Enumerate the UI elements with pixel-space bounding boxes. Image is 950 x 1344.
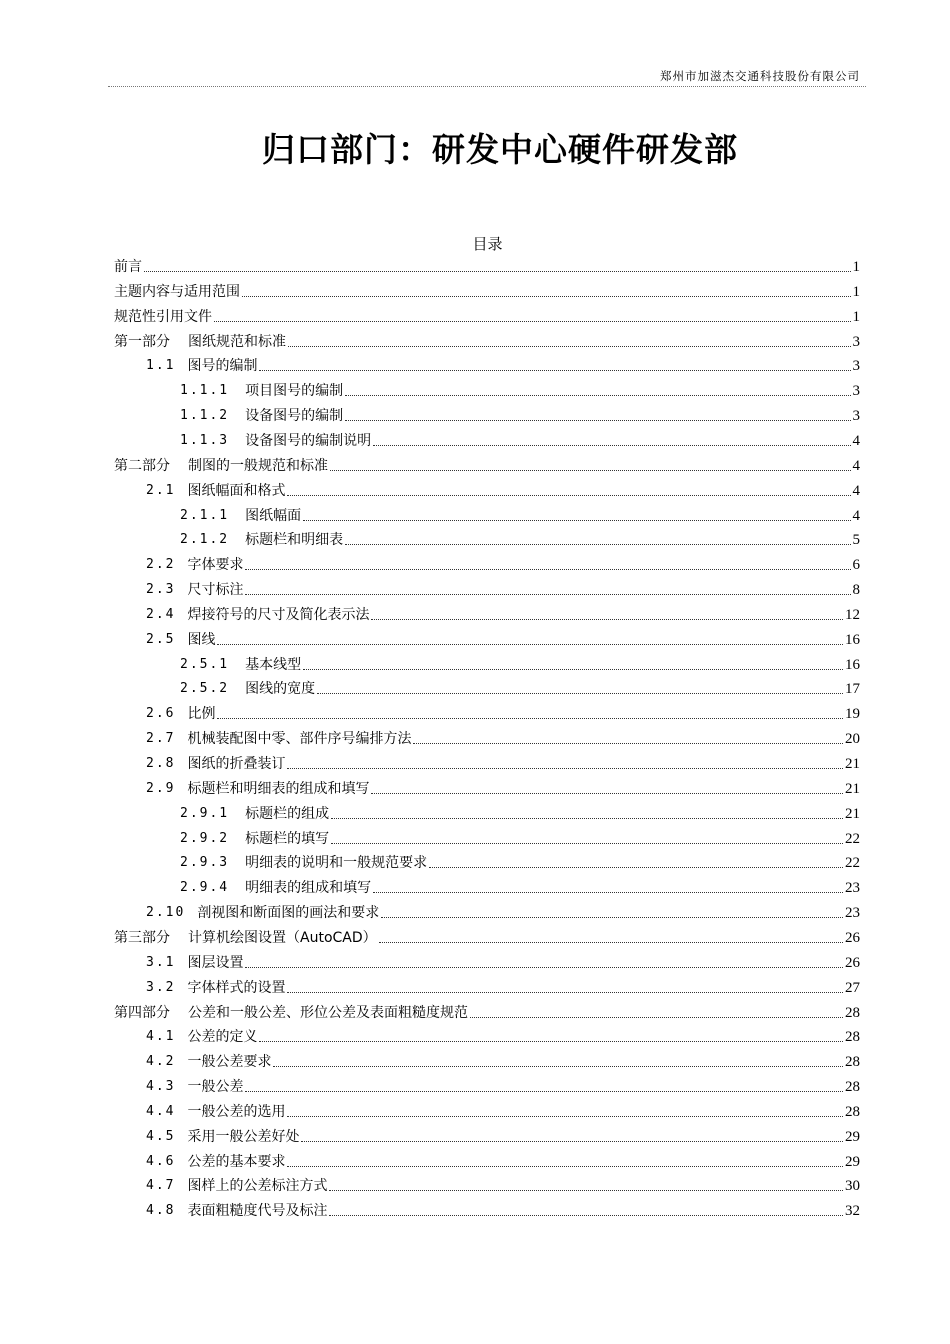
toc-entry-page: 4 (852, 432, 860, 449)
toc-entry[interactable] (146, 480, 860, 502)
toc-entry-page: 3 (852, 358, 860, 375)
toc-entry-label: 设备图号的编制说明 (245, 432, 372, 449)
toc-entry-page: 3 (852, 408, 860, 425)
toc-entry-page: 28 (845, 1054, 860, 1071)
toc-entry-label: 设备图号的编制 (245, 408, 344, 425)
toc-entry-number: 2.9.1 (180, 805, 230, 821)
toc-dot-leader (345, 395, 850, 396)
toc-dot-leader (345, 544, 850, 545)
toc-entry-number: 4.7 (146, 1178, 176, 1194)
toc-entry-label: 尺寸标注 (187, 582, 244, 599)
toc-entry-label: 图纸幅面 (245, 507, 302, 524)
toc-entry-page: 4 (852, 507, 860, 524)
toc-dot-leader (303, 669, 843, 670)
toc-entry[interactable] (114, 306, 860, 328)
toc-entry-page: 16 (845, 631, 860, 648)
toc-entry-label: 前言 (114, 259, 142, 275)
toc-entry-page: 22 (845, 830, 860, 847)
toc-entry[interactable] (180, 877, 860, 899)
toc-entry-number: 2.3 (146, 582, 176, 598)
toc-entry-page: 4 (852, 482, 860, 499)
toc-dot-leader (245, 594, 850, 595)
toc-entry-number: 1.1.1 (180, 383, 230, 399)
toc-entry[interactable] (180, 405, 860, 427)
toc-entry-number: 2.9 (146, 780, 176, 796)
toc-entry-page: 6 (852, 557, 860, 574)
page-header (108, 66, 866, 87)
toc-entry-label: 公差和一般公差、形位公差及表面粗糙度规范 (188, 1004, 468, 1021)
toc-entry-number: 2.9.4 (180, 880, 230, 896)
toc-entry[interactable] (146, 778, 860, 800)
toc-entry-number: 4.2 (146, 1054, 176, 1070)
toc-dot-leader (301, 1141, 843, 1142)
toc-entry[interactable] (180, 828, 860, 850)
toc-entry-label: 图纸幅面和格式 (187, 482, 286, 499)
toc-entry-label: 主题内容与适用范围 (114, 283, 240, 300)
toc-entry-page: 26 (845, 929, 860, 946)
toc-entry-number: 第一部分 (114, 333, 170, 350)
toc-entry-label: 剖视图和断面图的画法和要求 (197, 905, 380, 922)
toc-entry[interactable] (146, 1151, 860, 1173)
toc-dot-leader (287, 992, 843, 993)
toc-entry-label: 公差的基本要求 (187, 1153, 286, 1170)
toc-entry[interactable] (180, 803, 860, 825)
toc-entry[interactable] (146, 629, 860, 651)
toc-dot-leader (287, 768, 843, 769)
toc-entry[interactable] (146, 579, 860, 601)
toc-entry-label: 机械装配图中零、部件序号编排方法 (187, 731, 412, 748)
toc-entry[interactable] (114, 281, 860, 303)
toc-entry-label: 明细表的说明和一般规范要求 (245, 855, 428, 872)
toc-dot-leader (331, 818, 843, 819)
toc-dot-leader (317, 693, 843, 694)
toc-entry-number: 第四部分 (114, 1004, 170, 1021)
toc-entry-number: 1.1 (146, 358, 176, 374)
toc-dot-leader (329, 1215, 843, 1216)
toc-entry-page: 27 (845, 979, 860, 996)
toc-entry-page: 21 (845, 756, 860, 772)
toc-entry[interactable] (146, 1051, 860, 1073)
toc-dot-leader (288, 346, 851, 347)
toc-entry-label: 基本线型 (245, 656, 302, 673)
toc-entry-number: 2.5.1 (180, 656, 230, 672)
toc-entry-page: 3 (852, 383, 860, 400)
toc-entry-label: 图层设置 (187, 954, 244, 971)
toc-entry-label: 一般公差要求 (187, 1054, 272, 1071)
toc-entry-number: 2.7 (146, 731, 176, 747)
toc-entry[interactable] (114, 256, 860, 278)
toc-entry-page: 28 (845, 1029, 860, 1046)
toc-entry[interactable] (146, 1200, 860, 1222)
toc-dot-leader (303, 520, 850, 521)
toc-dot-leader (379, 942, 843, 943)
toc-entry[interactable] (146, 1175, 860, 1197)
toc-entry[interactable] (146, 703, 860, 725)
toc-entry-number: 2.5.2 (180, 681, 230, 697)
document-title: 归口部门：研发中心硬件研发部 (262, 130, 738, 169)
toc-entry-label: 字体样式的设置 (187, 979, 286, 996)
toc-entry-label: 图号的编制 (187, 358, 258, 375)
toc-entry-number: 4.1 (146, 1029, 176, 1045)
toc-entry[interactable] (180, 505, 860, 527)
toc-entry[interactable] (180, 678, 860, 700)
toc-entry-number: 2.5 (146, 631, 176, 647)
toc-dot-leader (413, 743, 843, 744)
toc-entry-label: 项目图号的编制 (245, 383, 344, 400)
toc-dot-leader (330, 470, 851, 471)
toc-entry[interactable] (114, 455, 860, 477)
toc-entry-number: 第三部分 (114, 929, 170, 946)
toc-entry-page: 23 (845, 880, 860, 897)
toc-entry-number: 2.2 (146, 557, 176, 573)
toc-entry-label: 制图的一般规范和标准 (188, 457, 328, 474)
toc-dot-leader (371, 619, 843, 620)
toc-entry[interactable] (180, 430, 860, 452)
toc-entry-number: 2.4 (146, 606, 176, 622)
toc-entry-label: 图纸规范和标准 (188, 333, 286, 350)
toc-entry-page: 19 (845, 706, 860, 723)
toc-entry-label: 一般公差的选用 (187, 1103, 286, 1120)
toc-entry[interactable] (146, 1101, 860, 1123)
toc-entry[interactable] (146, 902, 860, 924)
toc-entry-page: 12 (845, 606, 860, 623)
toc-entry[interactable] (146, 1076, 860, 1098)
toc-entry-number: 1.1.2 (180, 408, 230, 424)
toc-entry[interactable] (146, 952, 860, 974)
toc-entry[interactable] (114, 1002, 860, 1024)
toc-dot-leader (373, 892, 843, 893)
toc-entry-label: 规范性引用文件 (114, 308, 212, 325)
toc-entry-page: 1 (852, 283, 860, 300)
toc-entry-label: 标题栏和明细表的组成和填写 (187, 780, 370, 797)
toc-entry-number: 4.3 (146, 1079, 176, 1095)
toc-entry[interactable] (180, 380, 860, 402)
toc-entry-label: 表面粗糙度代号及标注 (187, 1203, 328, 1220)
toc-entry-page: 29 (845, 1128, 860, 1145)
toc-entry-page: 28 (845, 1079, 860, 1096)
toc-entry-page: 32 (845, 1203, 860, 1220)
toc-entry-label: 图线 (187, 631, 216, 648)
toc-entry[interactable] (114, 331, 860, 353)
toc-dot-leader (273, 1066, 843, 1067)
toc-entry-page: 1 (852, 308, 860, 325)
toc-dot-leader (287, 1116, 843, 1117)
toc-entry-label: 明细表的组成和填写 (245, 880, 372, 897)
toc-entry-label: 标题栏的组成 (245, 805, 330, 822)
toc-entry-label: 字体要求 (187, 557, 244, 574)
toc-entry-number: 4.8 (146, 1203, 176, 1219)
toc-entry-page: 23 (845, 905, 860, 922)
toc-entry-number: 2.1 (146, 482, 176, 498)
toc-entry-number: 1.1.3 (180, 432, 230, 448)
toc-dot-leader (381, 917, 843, 918)
toc-entry-label: 一般公差 (187, 1079, 244, 1096)
toc-entry-page: 28 (845, 1004, 860, 1021)
toc-dot-leader (245, 569, 850, 570)
toc-dot-leader (329, 1190, 843, 1191)
toc-entry-label: 标题栏和明细表 (245, 532, 344, 549)
toc-entry[interactable] (180, 529, 860, 551)
toc-dot-leader (345, 420, 850, 421)
toc-entry-number: 2.9.3 (180, 855, 230, 871)
toc-entry-number: 2.10 (146, 905, 186, 921)
toc-dot-leader (259, 370, 850, 371)
toc-entry-label: 公差的定义 (187, 1029, 258, 1046)
toc-entry-page: 8 (852, 582, 860, 599)
toc-entry-label: 图线的宽度 (245, 681, 316, 698)
toc-entry[interactable] (146, 554, 860, 576)
toc-dot-leader (217, 718, 843, 719)
toc-dot-leader (470, 1017, 843, 1018)
toc-entry-page: 21 (845, 780, 860, 797)
toc-dot-leader (214, 321, 851, 322)
toc-entry-number: 4.5 (146, 1128, 176, 1144)
toc-entry-number: 2.8 (146, 756, 176, 771)
toc-entry[interactable] (180, 852, 860, 874)
toc-dot-leader (245, 967, 843, 968)
toc-entry[interactable] (146, 977, 860, 999)
toc-entry-page: 3 (852, 333, 860, 350)
toc-entry-page: 16 (845, 656, 860, 673)
toc-entry[interactable] (146, 753, 860, 775)
toc-entry-number: 第二部分 (114, 457, 170, 474)
toc-entry-page: 21 (845, 805, 860, 822)
toc-entry-page: 30 (845, 1178, 860, 1195)
toc-entry-number: 2.1.2 (180, 532, 230, 548)
toc-entry-number: 3.2 (146, 979, 176, 995)
toc-dot-leader (371, 793, 843, 794)
toc-entry-number: 4.4 (146, 1103, 176, 1119)
toc-entry-label: 焊接符号的尺寸及简化表示法 (187, 606, 370, 623)
toc-entry-page: 20 (845, 731, 860, 748)
toc-entry-number: 3.1 (146, 954, 176, 970)
toc-entry-page: 26 (845, 954, 860, 971)
toc-entry-label: 标题栏的填写 (245, 830, 330, 847)
toc-entry-page: 22 (845, 855, 860, 872)
toc-dot-leader (242, 296, 851, 297)
toc-dot-leader (429, 867, 843, 868)
toc-entry-page: 29 (845, 1153, 860, 1170)
toc-dot-leader (287, 495, 850, 496)
toc-entry-label: 图样上的公差标注方式 (187, 1178, 328, 1195)
toc-entry-page: 28 (845, 1103, 860, 1120)
toc-entry[interactable] (180, 654, 860, 676)
toc-entry[interactable] (146, 1026, 860, 1048)
toc-entry[interactable] (146, 1126, 860, 1148)
toc-entry[interactable] (114, 927, 860, 949)
toc-entry-label: 计算机绘图设置（AutoCAD） (188, 929, 377, 946)
toc-heading: 目录 (472, 235, 503, 253)
toc-entry-number: 4.6 (146, 1153, 176, 1169)
toc-entry-page: 5 (852, 532, 860, 549)
toc-entry-page: 1 (852, 259, 860, 275)
toc-entry-number: 2.1.1 (180, 507, 230, 523)
toc-entry[interactable] (146, 728, 860, 750)
toc-entry-page: 4 (852, 457, 860, 474)
toc-dot-leader (144, 271, 851, 272)
toc-dot-leader (259, 1041, 843, 1042)
toc-entry-page: 17 (845, 681, 860, 698)
company-name: 郑州市加滋杰交通科技股份有限公司 (660, 69, 860, 83)
toc-entry-number: 2.6 (146, 706, 176, 722)
toc-dot-leader (217, 644, 843, 645)
toc-entry-label: 比例 (187, 706, 216, 723)
toc-entry-number: 2.9.2 (180, 830, 230, 846)
toc-entry[interactable] (146, 604, 860, 626)
toc-dot-leader (287, 1166, 843, 1167)
toc-dot-leader (245, 1091, 843, 1092)
toc-entry-label: 采用一般公差好处 (187, 1128, 300, 1145)
toc-dot-leader (331, 843, 843, 844)
toc-dot-leader (373, 445, 850, 446)
toc-entry-label: 图纸的折叠装订 (187, 756, 286, 772)
toc-entry[interactable] (146, 355, 860, 377)
